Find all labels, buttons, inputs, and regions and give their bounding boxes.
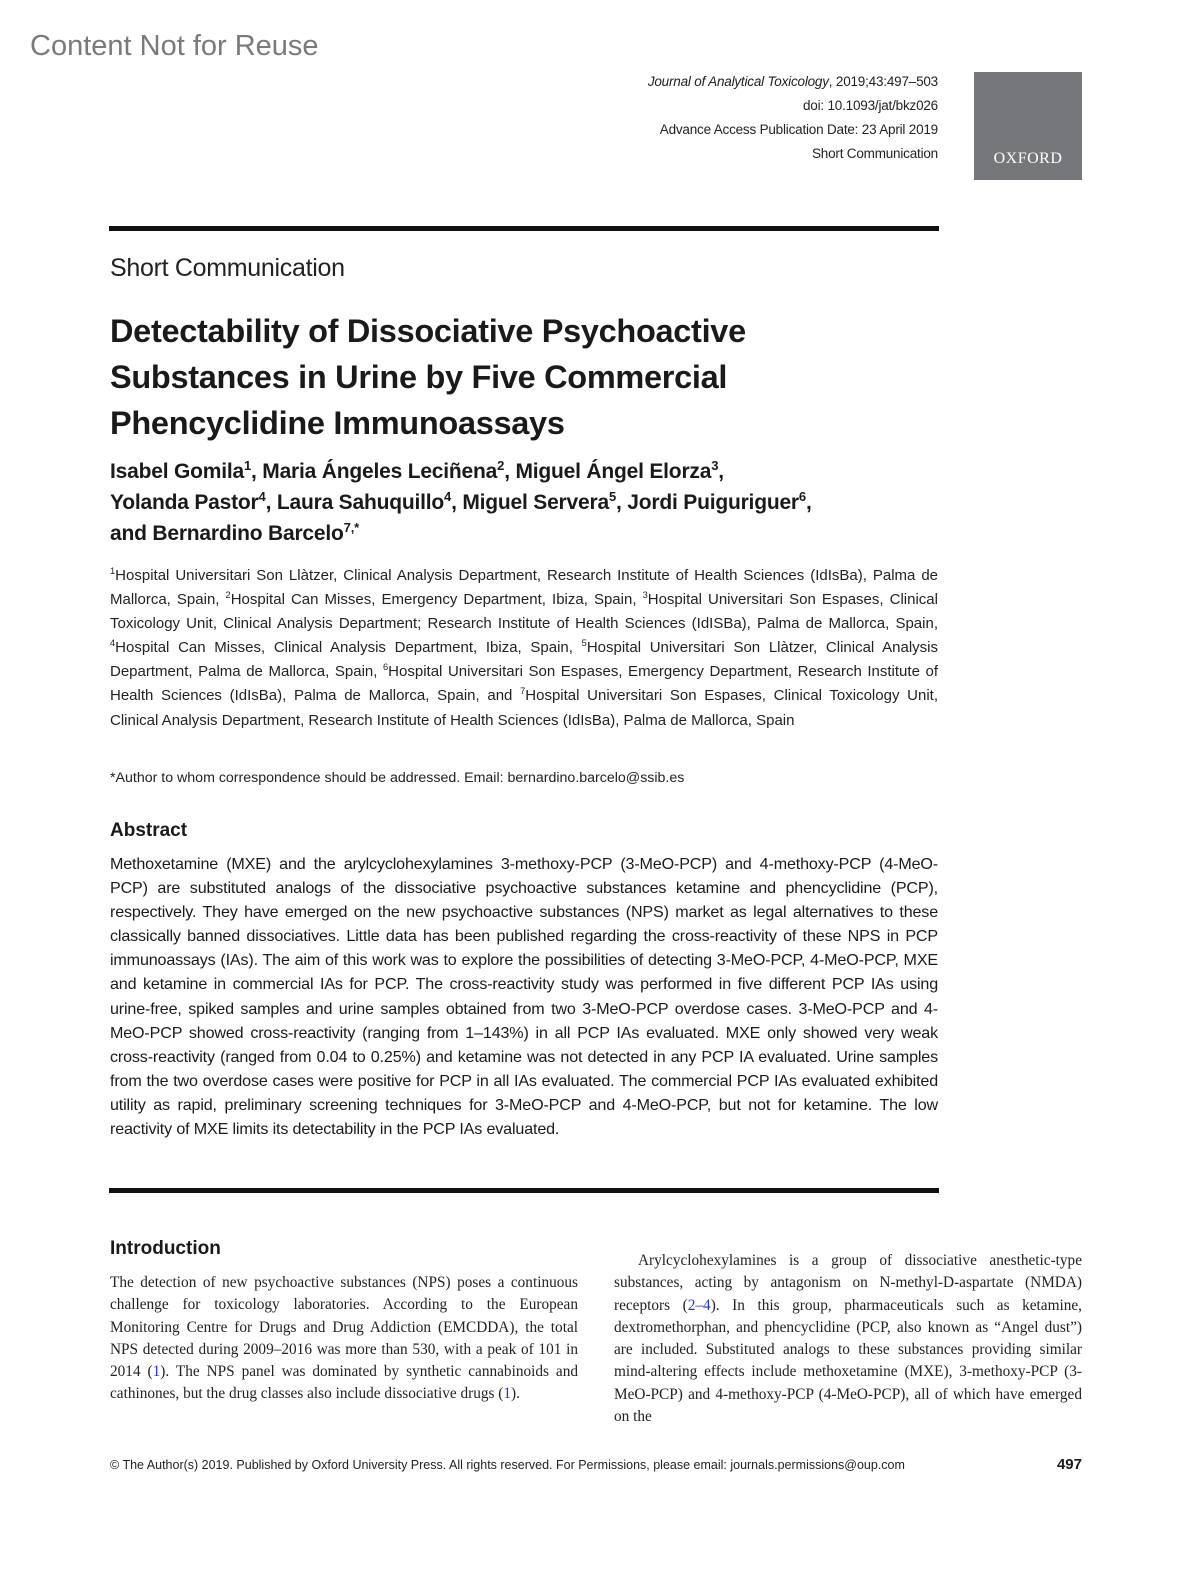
- citation: , 2019;43:497–503: [828, 74, 938, 89]
- article-type: Short Communication: [110, 254, 345, 282]
- journal-meta: [648, 70, 938, 166]
- article-title: Detectability of Dissociative Psychoactive Substances in Urine by Five Commercial Phencyclidine Immunoassays: [110, 313, 746, 441]
- publication-date: Advance Access Publication Date: 23 April 2019: [659, 122, 938, 137]
- copyright-footer: © The Author(s) 2019. Published by Oxford University Press. All rights reserved. For Permissions, please email: journals.permissions@oup.com: [110, 1458, 905, 1472]
- abstract-bottom-rule: [109, 1188, 939, 1193]
- author: Yolanda Pastor$^4$,: [110, 489, 277, 514]
- author: Miguel Servera$^5$,: [462, 489, 628, 514]
- top-rule: [109, 226, 939, 231]
- article-category: Short Communication: [811, 146, 938, 161]
- introduction-column-left: The detection of new psychoactive substances (NPS) poses a continuous challenge for toxicology laboratories. According to the European Monitoring Centre for Drugs and Drug Addiction (EMCDDA), the total NPS detected during 2009–2016 was more than 530, with a peak of 101 in 2014 (1). The NPS panel was dominated by synthetic cannabinoids and cathinones, but the drug classes also include dissociative drugs (1).: [110, 1274, 578, 1403]
- author: Maria Ángeles Leciñena$^2$,: [262, 458, 516, 483]
- author: Jordi Puiguriguer$^6$,: [627, 489, 812, 514]
- reference-link[interactable]: 2–4: [687, 1296, 711, 1314]
- introduction-heading: Introduction: [110, 1238, 221, 1259]
- reference-link[interactable]: 1: [152, 1363, 161, 1381]
- page-number: 497: [1056, 1456, 1082, 1473]
- author: Laura Sahuquillo$^4$,: [276, 489, 463, 514]
- author: and Bernardino Barcelo$^{7,*}$: [110, 520, 359, 545]
- author: Isabel Gomila$^1$,: [110, 458, 263, 483]
- author-list: [110, 456, 940, 549]
- oxford-logo: OXFORD: [974, 72, 1082, 180]
- reference-link[interactable]: 1: [503, 1385, 512, 1403]
- affiliations: $^1$Hospital Universitari Son Llàtzer, Clinical Analysis Department, Research Institute of Health Sciences (IdIsBa), Palma de Mallorca, Spain, $^2$Hospital Can Misses, Emergency Department, Ibiza, Spain, $^3$Hospital Universitari Son Espases, Clinical Toxicology Unit, Clinical Analysis Department; Research Institute of Health Sciences (IdISBa), Palma de Mallorca, Spain, $^4$Hospital Can Misses, Clinical Analysis Department, Ibiza, Spain, $^5$Hospital Universitari Son Llàtzer, Clinical Analysis Department, Palma de Mallorca, Spain, $^6$Hospital Universitari Son Espases, Emergency Department, Research Institute of Health Sciences (IdIsBa), Palma de Mallorca, Spain, and $^7$Hospital Universitari Son Espases, Clinical Toxicology Unit, Clinical Analysis Department, Research Institute of Health Sciences (IdIsBa), Palma de Mallorca, Spain: [110, 566, 938, 729]
- abstract-text: Methoxetamine (MXE) and the arylcyclohexylamines 3-methoxy-PCP (3-MeO-PCP) and 4-methoxy-PCP (4-MeO-PCP) are substituted analogs of the dissociative psychoactive substances ketamine and phencyclidine (PCP), respectively. They have emerged on the new psychoactive substances (NPS) market as legal alternatives to these classically banned dissociatives. Little data has been published regarding the cross-reactivity of these NPS in PCP immunoassays (IAs). The aim of this work was to explore the possibilities of detecting 3-MeO-PCP, 4-MeO-PCP, MXE and ketamine in commercial IAs for PCP. The cross-reactivity study was performed in five different PCP IAs using urine-free, spiked samples and urine samples obtained from two 3-MeO-PCP overdose cases. 3-MeO-PCP and 4-MeO-PCP showed cross-reactivity (ranging from 1–143%) in all PCP IAs evaluated. MXE only showed very weak cross-reactivity (ranged from 0.04 to 0.25%) and ketamine was not detected in any PCP IA evaluated. Urine samples from the two overdose cases were positive for PCP in all IAs evaluated. The commercial PCP IAs evaluated exhibited utility as rapid, preliminary screening techniques for 3-MeO-PCP and 4-MeO-PCP, but not for ketamine. The low reactivity of MXE limits its detectability in the PCP IAs evaluated.: [110, 855, 938, 1139]
- introduction-column-right: Arylcyclohexylamines is a group of dissociative anesthetic-type substances, acting by antagonism on N-methyl-D-aspartate (NMDA) receptors (2–4). In this group, pharmaceuticals such as ketamine, dextromethorphan, and phencyclidine (PCP, also known as “Angel dust”) are included. Substituted analogs to these substances providing similar mind-altering effects include methoxetamine (MXE), 3-methoxy-PCP (3-MeO-PCP) and 4-methoxy-PCP (4-MeO-PCP), all of which have emerged on the: [614, 1252, 1083, 1426]
- author: Miguel Ángel Elorza$^3$,: [515, 458, 724, 483]
- watermark: Content Not for Reuse: [30, 30, 319, 62]
- journal-name: Journal of Analytical Toxicology: [647, 74, 829, 89]
- doi: doi: 10.1093/jat/bkz026: [802, 98, 938, 113]
- abstract-heading: Abstract: [110, 820, 188, 841]
- correspondence-note: *Author to whom correspondence should be addressed. Email: bernardino.barcelo@ssib.es: [110, 770, 685, 786]
